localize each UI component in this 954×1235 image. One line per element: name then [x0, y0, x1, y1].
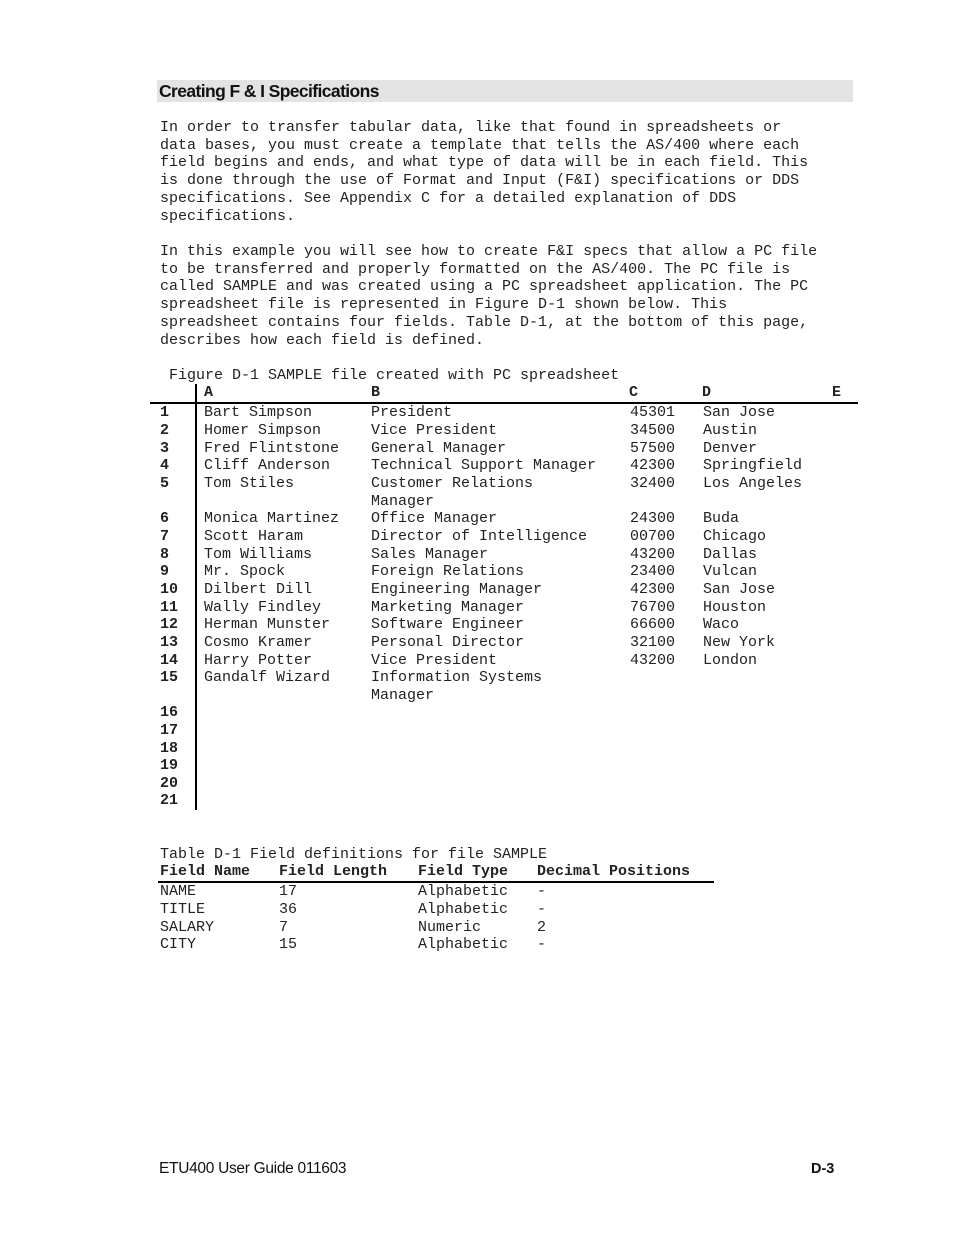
- cell-decimal-positions: -: [537, 936, 547, 953]
- cell-city: Chicago: [703, 528, 767, 545]
- table-caption: Table D-1 Field definitions for file SAMPLE: [160, 846, 548, 863]
- cell-city: Denver: [703, 440, 758, 457]
- header-field-type: Field Type: [418, 863, 509, 880]
- cell-name: Scott Haram: [204, 528, 304, 545]
- cell-salary: 00700: [630, 528, 676, 545]
- footer-document-title: ETU400 User Guide 011603: [159, 1160, 347, 1177]
- table-row: [0, 901, 954, 919]
- cell-name: Gandalf Wizard: [204, 669, 331, 686]
- spreadsheet-row: [0, 457, 954, 475]
- cell-title: Software Engineer: [371, 616, 525, 633]
- spreadsheet-row: [0, 669, 954, 687]
- row-number: 14: [160, 652, 179, 669]
- section-title: Creating F & I Specifications: [159, 81, 379, 101]
- cell-field-type: Numeric: [418, 919, 482, 936]
- cell-city: Dallas: [703, 546, 758, 563]
- cell-field-type: Alphabetic: [418, 936, 509, 953]
- cell-title: Vice President: [371, 652, 498, 669]
- row-number: 11: [160, 599, 179, 616]
- spreadsheet-row: [0, 581, 954, 599]
- cell-decimal-positions: -: [537, 901, 547, 918]
- row-number: 10: [160, 581, 179, 598]
- cell-name: Homer Simpson: [204, 422, 322, 439]
- footer-page-number: D-3: [811, 1161, 835, 1177]
- cell-field-length: 15: [279, 936, 298, 953]
- cell-name: Monica Martinez: [204, 510, 340, 527]
- spreadsheet-row: [0, 616, 954, 634]
- spreadsheet-row: [0, 757, 954, 775]
- cell-title: President: [371, 404, 453, 421]
- spreadsheet-row: [0, 475, 954, 493]
- spreadsheet-row: [0, 510, 954, 528]
- cell-name: Mr. Spock: [204, 563, 286, 580]
- cell-field-name: TITLE: [160, 901, 206, 918]
- table-row: [0, 883, 954, 901]
- cell-title: Personal Director: [371, 634, 525, 651]
- cell-field-type: Alphabetic: [418, 901, 509, 918]
- cell-salary: 45301: [630, 404, 676, 421]
- cell-salary: 76700: [630, 599, 676, 616]
- row-number: 5: [160, 475, 170, 492]
- cell-salary: 32400: [630, 475, 676, 492]
- cell-title-continuation: Manager: [371, 493, 435, 510]
- spreadsheet-row: [0, 528, 954, 546]
- spreadsheet-row: [0, 792, 954, 810]
- cell-title: Technical Support Manager: [371, 457, 597, 474]
- example-paragraph: In this example you will see how to create F&I specs that allow a PC file to be transferred and properly formatted on the AS/400. The PC file is called SAMPLE and was created using a PC spreadsheet application. The PC spreadsheet file is represented in Figure D-1 shown below. This spreadsheet contains four fields. Table D-1, at the bottom of this page, describes how each field is defined.: [160, 243, 818, 349]
- cell-city: Springfield: [703, 457, 803, 474]
- cell-title: Sales Manager: [371, 546, 489, 563]
- cell-field-name: CITY: [160, 936, 197, 953]
- cell-city: San Jose: [703, 404, 776, 421]
- spreadsheet-row: [0, 440, 954, 458]
- row-number: 12: [160, 616, 179, 633]
- row-number: 21: [160, 792, 179, 809]
- column-header-a: A: [204, 384, 214, 401]
- cell-city: Waco: [703, 616, 740, 633]
- cell-name: Cosmo Kramer: [204, 634, 313, 651]
- cell-field-type: Alphabetic: [418, 883, 509, 900]
- cell-name: Fred Flintstone: [204, 440, 340, 457]
- cell-name: Wally Findley: [204, 599, 322, 616]
- cell-title-continuation: Manager: [371, 687, 435, 704]
- row-number: 7: [160, 528, 170, 545]
- figure-caption: Figure D-1 SAMPLE file created with PC spreadsheet: [169, 367, 620, 384]
- cell-field-name: SALARY: [160, 919, 215, 936]
- cell-field-length: 17: [279, 883, 298, 900]
- cell-title: Customer Relations: [371, 475, 534, 492]
- row-number: 9: [160, 563, 170, 580]
- header-field-name: Field Name: [160, 863, 251, 880]
- cell-salary: 34500: [630, 422, 676, 439]
- row-number: 3: [160, 440, 170, 457]
- cell-salary: 24300: [630, 510, 676, 527]
- spreadsheet-row: [0, 404, 954, 422]
- cell-title: Vice President: [371, 422, 498, 439]
- cell-title: Marketing Manager: [371, 599, 525, 616]
- cell-salary: 42300: [630, 457, 676, 474]
- cell-salary: 57500: [630, 440, 676, 457]
- cell-name: Herman Munster: [204, 616, 331, 633]
- cell-city: Austin: [703, 422, 758, 439]
- cell-city: Houston: [703, 599, 767, 616]
- cell-field-name: NAME: [160, 883, 197, 900]
- spreadsheet-row: [0, 422, 954, 440]
- cell-title: Foreign Relations: [371, 563, 525, 580]
- cell-title: General Manager: [371, 440, 507, 457]
- cell-city: London: [703, 652, 758, 669]
- cell-title: Information Systems: [371, 669, 543, 686]
- cell-field-length: 36: [279, 901, 298, 918]
- cell-decimal-positions: -: [537, 883, 547, 900]
- column-header-e: E: [832, 384, 842, 401]
- cell-city: San Jose: [703, 581, 776, 598]
- cell-salary: 66600: [630, 616, 676, 633]
- column-header-b: B: [371, 384, 381, 401]
- cell-decimal-positions: 2: [537, 919, 547, 936]
- cell-salary: 23400: [630, 563, 676, 580]
- table-row: [0, 919, 954, 937]
- spreadsheet-row: [0, 563, 954, 581]
- cell-name: Harry Potter: [204, 652, 313, 669]
- cell-salary: 32100: [630, 634, 676, 651]
- cell-salary: 43200: [630, 652, 676, 669]
- row-number: 13: [160, 634, 179, 651]
- column-header-d: D: [702, 384, 712, 401]
- cell-name: Tom Williams: [204, 546, 313, 563]
- cell-city: Buda: [703, 510, 740, 527]
- row-number: 6: [160, 510, 170, 527]
- spreadsheet-row: [0, 740, 954, 758]
- row-number: 19: [160, 757, 179, 774]
- cell-city: New York: [703, 634, 776, 651]
- spreadsheet-row: [0, 652, 954, 670]
- row-number: 4: [160, 457, 170, 474]
- cell-title: Office Manager: [371, 510, 498, 527]
- spreadsheet-row: [0, 599, 954, 617]
- spreadsheet-row: [0, 704, 954, 722]
- cell-title: Director of Intelligence: [371, 528, 588, 545]
- header-decimal-positions: Decimal Positions: [537, 863, 691, 880]
- cell-field-length: 7: [279, 919, 289, 936]
- section-heading-bar: [157, 80, 853, 102]
- spreadsheet-row: [0, 634, 954, 652]
- cell-city: Vulcan: [703, 563, 758, 580]
- row-number: 8: [160, 546, 170, 563]
- row-number: 20: [160, 775, 179, 792]
- cell-name: Dilbert Dill: [204, 581, 313, 598]
- row-number: 18: [160, 740, 179, 757]
- cell-name: Cliff Anderson: [204, 457, 331, 474]
- cell-city: Los Angeles: [703, 475, 803, 492]
- row-number: 17: [160, 722, 179, 739]
- cell-title: Engineering Manager: [371, 581, 543, 598]
- row-number: 1: [160, 404, 170, 421]
- spreadsheet-row: [0, 722, 954, 740]
- cell-name: Bart Simpson: [204, 404, 313, 421]
- intro-paragraph: In order to transfer tabular data, like that found in spreadsheets or data bases, you must create a template that tells the AS/400 where each field begins and ends, and what type of data will be in each field. This is done through the use of Format and Input (F&I) specifications or DDS specifications. See Appendix C for a detailed explanation of DDS specifications.: [160, 119, 809, 225]
- cell-salary: 43200: [630, 546, 676, 563]
- spreadsheet-row: [0, 775, 954, 793]
- cell-salary: 42300: [630, 581, 676, 598]
- header-field-length: Field Length: [279, 863, 388, 880]
- row-number: 16: [160, 704, 179, 721]
- row-number: 15: [160, 669, 179, 686]
- cell-name: Tom Stiles: [204, 475, 295, 492]
- column-header-c: C: [629, 384, 639, 401]
- row-number: 2: [160, 422, 170, 439]
- spreadsheet-row: [0, 546, 954, 564]
- table-row: [0, 936, 954, 954]
